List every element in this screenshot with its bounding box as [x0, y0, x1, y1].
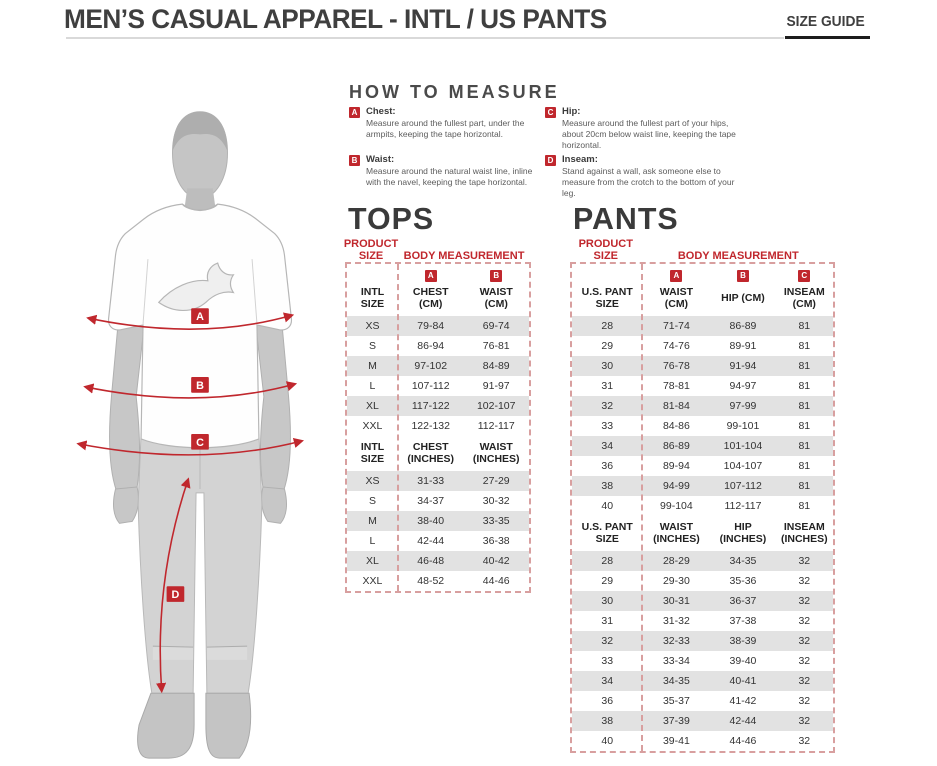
right-shoe [206, 693, 251, 758]
size-cell: S [368, 495, 376, 508]
waist-cell: 34-35 [662, 675, 690, 688]
chest-cell: 79-84 [417, 320, 445, 333]
pants-body-measurement-label: BODY MEASUREMENT [677, 250, 799, 263]
table-row [572, 436, 833, 456]
inseam-cell: 81 [798, 480, 811, 493]
chest-cell: 86-94 [417, 340, 445, 353]
table-row [572, 571, 833, 591]
waist-cell: 39-41 [662, 735, 690, 748]
measure-instruction-item [349, 106, 545, 151]
size-cell: 29 [601, 340, 614, 353]
size-cell: 29 [601, 575, 614, 588]
inseam-cell: 32 [798, 555, 811, 568]
chest-cell: 38-40 [417, 515, 445, 528]
inseam-cell: 32 [798, 635, 811, 648]
size-cell: 28 [601, 320, 614, 333]
table-row [347, 416, 529, 436]
measure-letter-badge: B [349, 155, 360, 166]
pants-column-divider [641, 264, 643, 751]
pants-inches-header-row [572, 516, 833, 551]
size-cell: 38 [601, 480, 614, 493]
hip-cell: 94-97 [729, 380, 757, 393]
size-guide-label: SIZE GUIDE [786, 13, 865, 30]
pants-cm-header-waist: WAIST (CM) [659, 286, 694, 311]
pants-inches-header-hip: HIP (INCHES) [719, 521, 767, 546]
table-row [347, 336, 529, 356]
inseam-cell: 32 [798, 715, 811, 728]
chest-cell: 46-48 [417, 555, 445, 568]
table-row [572, 416, 833, 436]
table-row [572, 611, 833, 631]
hip-cell: 97-99 [729, 400, 757, 413]
waist-cell: 78-81 [662, 380, 690, 393]
size-cell: M [368, 515, 377, 528]
chest-cell: 48-52 [417, 575, 445, 588]
cuff-lines [153, 646, 247, 647]
size-cell: 30 [601, 595, 614, 608]
hip-cell: 104-107 [723, 460, 763, 473]
table-row [347, 376, 529, 396]
pants-table [570, 262, 835, 753]
measure-label: Hip: [562, 106, 581, 117]
table-row [572, 396, 833, 416]
table-row [347, 316, 529, 336]
waist-cell: 76-81 [482, 340, 510, 353]
waist-cell: 32-33 [662, 635, 690, 648]
table-row [572, 731, 833, 751]
table-row [572, 476, 833, 496]
size-cell: XL [366, 400, 379, 413]
size-guide-underline [785, 36, 870, 39]
measure-instruction-item [545, 106, 753, 151]
waist-cell: 40-42 [482, 555, 510, 568]
measure-instruction-item [545, 154, 753, 199]
pants-cm-header-size: U.S. PANT SIZE [581, 286, 633, 311]
waist-badge-icon: B [490, 270, 502, 282]
right-hand [262, 487, 287, 523]
tops-inches-header-chest: CHEST (INCHES) [407, 441, 455, 466]
pants-group-headers [570, 237, 835, 263]
left-hand [113, 487, 138, 523]
size-cell: 40 [601, 500, 614, 513]
inseam-cell: 32 [798, 655, 811, 668]
table-row [572, 711, 833, 731]
table-row [347, 356, 529, 376]
size-cell: XXL [362, 420, 383, 433]
hip-cell: 41-42 [729, 695, 757, 708]
tops-group-headers [345, 237, 531, 263]
table-row [572, 336, 833, 356]
hip-cell: 101-104 [723, 440, 763, 453]
table-row [572, 651, 833, 671]
hip-cell: 112-117 [724, 500, 762, 513]
pants-cm-header-row [572, 281, 833, 316]
left-cuff [153, 647, 193, 660]
measure-label: Inseam: [562, 154, 598, 166]
size-cell: 33 [601, 420, 614, 433]
hip-cell: 37-38 [729, 615, 757, 628]
hip-cell: 35-36 [729, 575, 757, 588]
table-row [572, 671, 833, 691]
measure-instruction-item [349, 154, 545, 199]
size-cell: L [369, 380, 376, 393]
waist-cell: 28-29 [662, 555, 690, 568]
tops-cm-rows [347, 316, 529, 436]
hip-cell: 40-41 [729, 675, 757, 688]
table-row [347, 571, 529, 591]
table-row [572, 316, 833, 336]
waist-cell: 33-34 [662, 655, 690, 668]
table-row [572, 631, 833, 651]
table-row [572, 551, 833, 571]
hip-cell: 99-101 [726, 420, 760, 433]
marker-a-letter: A [196, 311, 204, 324]
tops-cm-header-waist: WAIST (CM) [479, 286, 513, 311]
waist-cell: 99-104 [660, 500, 693, 513]
inseam-cell: 32 [798, 735, 811, 748]
size-cell: M [368, 360, 377, 373]
marker-d-letter: D [171, 589, 180, 601]
size-cell: 34 [601, 675, 614, 688]
waist-cell: 27-29 [482, 475, 510, 488]
waist-cell: 94-99 [662, 480, 690, 493]
size-cell: 33 [601, 655, 614, 668]
size-cell: XS [365, 320, 380, 333]
pants-inches-header-waist: WAIST (INCHES) [653, 521, 700, 546]
pants-inches-rows [572, 551, 833, 751]
pants-cm-rows [572, 316, 833, 516]
waist-cell: 29-30 [662, 575, 690, 588]
neck [184, 188, 215, 210]
measure-description: Measure around the fullest part of your hips, about 20cm below waist line, keeping the tape horizontal. [562, 117, 736, 150]
measure-letter-badge: A [349, 107, 360, 118]
inseam-cell: 81 [798, 380, 811, 393]
size-cell: 32 [601, 400, 614, 413]
size-cell: 36 [601, 460, 614, 473]
hip-cell: 34-35 [729, 555, 757, 568]
size-cell: XS [365, 475, 380, 488]
table-row [572, 456, 833, 476]
waist-cell: 81-84 [662, 400, 690, 413]
size-cell: L [369, 535, 376, 548]
waist-cell: 44-46 [482, 575, 510, 588]
measure-label: Waist: [366, 154, 395, 166]
chest-cell: 97-102 [414, 360, 448, 373]
pants-cm-header-hip: HIP (CM) [721, 292, 765, 305]
hip-cell: 39-40 [729, 655, 757, 668]
size-cell: 34 [601, 440, 614, 453]
waist-cell: 30-31 [662, 595, 690, 608]
tops-cm-header-chest: CHEST (CM) [412, 286, 449, 311]
tops-cm-header-size: INTL SIZE [360, 286, 385, 311]
inseam-cell: 81 [798, 320, 811, 333]
table-row [572, 496, 833, 516]
marker-b-letter: B [196, 379, 204, 392]
inseam-cell: 81 [798, 460, 811, 473]
size-cell: 38 [601, 715, 614, 728]
chest-badge-icon: A [425, 270, 437, 282]
waist-cell: 69-74 [482, 320, 510, 333]
inseam-cell: 81 [798, 340, 811, 353]
measure-description: Measure around the fullest part, under the armpits, keeping the tape horizontal. [366, 117, 525, 139]
waist-cell: 36-38 [482, 535, 510, 548]
waist-cell: 91-97 [482, 380, 510, 393]
waist-cell: 31-32 [662, 615, 690, 628]
tops-inches-header-size: INTL SIZE [360, 441, 385, 466]
size-cell: 32 [601, 635, 614, 648]
inseam-cell: 81 [798, 420, 811, 433]
waist-cell: 112-117 [477, 420, 515, 433]
right-cuff [207, 647, 247, 660]
tops-product-size-label: PRODUCT SIZE [343, 237, 399, 263]
chest-cell: 34-37 [417, 495, 445, 508]
pants-badge-row [572, 264, 833, 281]
pants-product-size-label: PRODUCT SIZE [578, 237, 633, 263]
size-cell: XXL [362, 575, 383, 588]
pants-inches-header-inseam: INSEAM (INCHES) [780, 521, 828, 546]
waist-cell: 33-35 [482, 515, 510, 528]
waist-cell: 86-89 [662, 440, 690, 453]
hip-cell: 44-46 [729, 735, 757, 748]
tops-title: TOPS [348, 201, 435, 236]
chest-cell: 107-112 [411, 380, 450, 393]
marker-c-letter: C [196, 436, 204, 449]
tops-cm-header-row [347, 281, 529, 316]
table-row [347, 471, 529, 491]
chest-cell: 122-132 [411, 420, 450, 433]
waist-cell: 84-89 [482, 360, 510, 373]
table-row [347, 551, 529, 571]
tops-column-divider [397, 264, 399, 591]
inseam-cell: 32 [798, 575, 811, 588]
inseam-cell: 32 [798, 595, 811, 608]
size-cell: XL [366, 555, 379, 568]
size-cell: S [368, 340, 376, 353]
size-cell: 36 [601, 695, 614, 708]
waist-cell: 89-94 [662, 460, 690, 473]
waist-badge-icon: A [670, 270, 682, 282]
header-divider [66, 37, 784, 39]
waist-cell: 37-39 [662, 715, 690, 728]
table-row [572, 356, 833, 376]
waist-cell: 71-74 [662, 320, 690, 333]
chest-cell: 31-33 [417, 475, 445, 488]
tops-body-measurement-label: BODY MEASUREMENT [403, 250, 525, 263]
size-cell: 28 [601, 555, 614, 568]
hip-cell: 107-112 [724, 480, 762, 493]
inseam-cell: 81 [798, 500, 811, 513]
tops-inches-header-waist: WAIST (INCHES) [472, 441, 520, 466]
mannequin-figure [60, 100, 340, 764]
size-cell: 31 [601, 380, 614, 393]
chest-cell: 117-122 [411, 400, 450, 413]
hip-cell: 89-91 [729, 340, 757, 353]
table-row [347, 396, 529, 416]
inseam-cell: 32 [798, 675, 811, 688]
table-row [572, 691, 833, 711]
hip-cell: 38-39 [729, 635, 757, 648]
pants-title: PANTS [573, 201, 679, 236]
mannequin-illustration [60, 100, 340, 764]
tops-table [345, 262, 531, 593]
tops-badge-row [347, 264, 529, 281]
waist-cell: 35-37 [662, 695, 690, 708]
page-title: MEN’S CASUAL APPAREL - INTL / US PANTS [64, 4, 607, 34]
table-row [347, 491, 529, 511]
inseam-cell: 81 [798, 440, 811, 453]
inseam-cell: 32 [798, 615, 811, 628]
tops-inches-header-row [347, 436, 529, 471]
waist-cell: 84-86 [662, 420, 690, 433]
waist-cell: 102-107 [476, 400, 516, 413]
inseam-badge-icon: C [798, 270, 810, 282]
left-shoe [138, 693, 195, 758]
size-cell: 30 [601, 360, 614, 373]
size-cell: 31 [601, 615, 614, 628]
table-row [572, 591, 833, 611]
inseam-cell: 81 [798, 360, 811, 373]
table-row [572, 376, 833, 396]
table-row [347, 511, 529, 531]
pants-cm-header-inseam: INSEAM (CM) [783, 286, 825, 311]
how-to-measure-title: HOW TO MEASURE [349, 82, 560, 102]
measure-letter-badge: C [545, 107, 556, 118]
measure-letter-badge: D [545, 155, 556, 166]
measure-description: Measure around the natural waist line, inline with the navel, keeping the tape horizontal. [366, 165, 533, 187]
waist-cell: 74-76 [662, 340, 690, 353]
measure-label: Chest: [366, 106, 396, 117]
hip-cell: 86-89 [729, 320, 757, 333]
tops-inches-rows [347, 471, 529, 591]
hip-badge-icon: B [737, 270, 749, 282]
table-row [347, 531, 529, 551]
inseam-cell: 81 [798, 400, 811, 413]
waist-cell: 76-78 [662, 360, 690, 373]
how-to-measure-list [349, 106, 753, 199]
pants-inches-header-size: U.S. PANT SIZE [581, 521, 633, 546]
measure-description: Stand against a wall, ask someone else to measure from the crotch to the bottom of your leg. [562, 165, 735, 198]
hip-cell: 42-44 [729, 715, 757, 728]
size-cell: 40 [601, 735, 614, 748]
chest-cell: 42-44 [417, 535, 445, 548]
hip-cell: 91-94 [729, 360, 757, 373]
waist-cell: 30-32 [482, 495, 510, 508]
inseam-cell: 32 [798, 695, 811, 708]
hip-cell: 36-37 [729, 595, 757, 608]
